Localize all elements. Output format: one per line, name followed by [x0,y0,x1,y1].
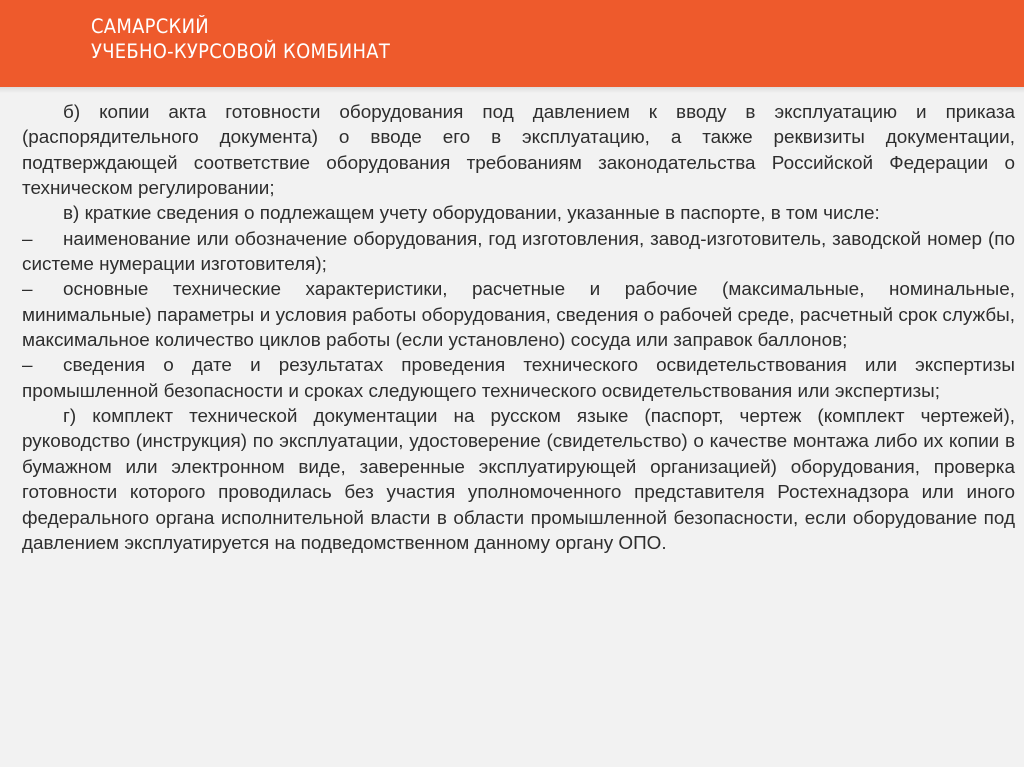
brand-line-2: УЧЕБНО-КУРСОВОЙ КОМБИНАТ [91,40,391,63]
list-item [22,227,1015,278]
paragraph-v: в) краткие сведения о подлежащем учету оборудовании, указанные в паспорте, в том числе: [63,203,880,225]
slide-body [22,100,1015,556]
paragraph-g: г) комплект технической документации на русском языке (паспорт, чертеж (комплект чертежей), руководство (инструкция) по эксплуатации, удостоверение (свидетельство) о качестве монтажа либо их копии в бумажном или электронном виде, заверенные эксплуатирующей организацией) оборудования, проверка готовности которого проводилась без участия уполномоченного представителя Ростехнадзора или иного федерального органа исполнительной власти в области промышленной безопасности, если оборудование под давлением эксплуатируется на подведомственном данному органу ОПО. [22,406,1015,554]
dash-bullet: – [22,279,33,301]
list-item-text: сведения о дате и результатах проведения технического освидетельствования или экспертизы промышленной безопасности и сроках следующего технического освидетельствования или экспертизы; [22,355,1015,402]
brand-logo-text [91,14,390,64]
paragraph-b: б) копии акта готовности оборудования под давлением к вводу в эксплуатацию и приказа (распорядительного документа) о вводе его в эксплуатацию, а также реквизиты документации, подтверждающей соответствие оборудования требованиям законодательства Российской Федерации о техническом регулировании; [22,102,1015,200]
list-item-text: наименование или обозначение оборудования, год изготовления, завод-изготовитель, заводской номер (по системе нумерации изготовителя); [22,228,1015,276]
brand-line-1: САМАРСКИЙ [91,15,209,38]
list-item [22,277,1015,353]
list-item-text: основные технические характеристики, расчетные и рабочие (максимальные, номинальные, минимальные) параметры и условия работы оборудования, сведения о рабочей среде, расчетный срок службы, максимальное количество циклов работы (если установлено) сосуда или заправок баллонов; [22,279,1015,352]
header-bar [0,0,1024,87]
dash-bullet: – [22,228,33,250]
dash-bullet: – [22,355,33,377]
header-shadow [0,87,1024,93]
list-item [22,353,1015,404]
